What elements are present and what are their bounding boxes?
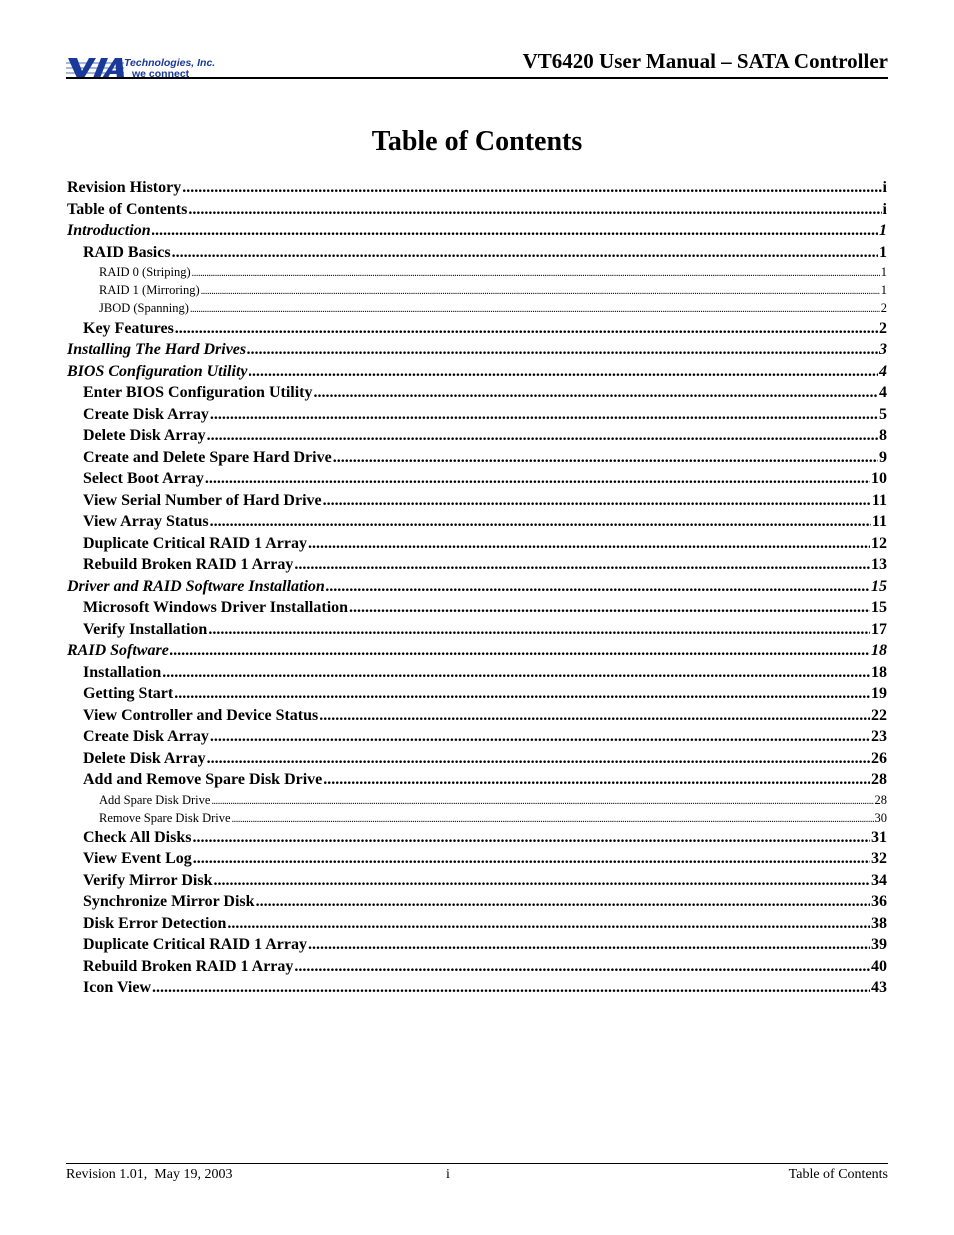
toc-entry-page: 1	[879, 222, 887, 239]
toc-entry-label[interactable]: RAID Basics	[83, 243, 171, 261]
toc-entry-label[interactable]: View Serial Number of Hard Drive	[83, 491, 322, 509]
toc-entry-label[interactable]: Icon View	[83, 979, 151, 997]
toc-leader-dots	[323, 490, 871, 512]
toc-entry-page: 28	[871, 771, 887, 789]
toc-entry-label[interactable]: Create Disk Array	[83, 728, 209, 746]
toc-entry[interactable]	[67, 726, 887, 748]
page-header	[66, 48, 888, 80]
toc-leader-dots	[192, 265, 880, 281]
toc-entry-page: 15	[871, 599, 887, 617]
toc-entry-page: i	[882, 200, 887, 218]
toc-leader-dots	[249, 361, 879, 383]
toc-entry[interactable]	[67, 956, 887, 978]
toc-leader-dots	[152, 977, 870, 999]
toc-entry[interactable]	[67, 913, 887, 935]
toc-leader-dots	[333, 447, 878, 469]
toc-entry[interactable]	[67, 382, 887, 404]
toc-entry-page: 22	[871, 706, 887, 724]
toc-leader-dots	[210, 404, 878, 426]
toc-entry-label[interactable]: Rebuild Broken RAID 1 Array	[83, 556, 294, 574]
toc-entry-label[interactable]: Installing The Hard Drives	[67, 341, 247, 359]
toc-leader-dots	[152, 220, 878, 242]
page-title: Table of Contents	[371, 126, 583, 157]
toc-entry-page: 13	[871, 556, 887, 574]
toc-leader-dots	[308, 533, 870, 555]
toc-entry-page: 15	[871, 577, 887, 595]
toc-entry[interactable]	[67, 361, 887, 383]
toc-entry-label[interactable]: Add and Remove Spare Disk Drive	[83, 771, 323, 789]
toc-entry[interactable]	[67, 827, 887, 849]
toc-entry-label[interactable]: Enter BIOS Configuration Utility	[83, 384, 313, 402]
toc-leader-dots	[190, 301, 880, 317]
toc-entry[interactable]	[67, 576, 887, 598]
toc-entry-label[interactable]: Synchronize Mirror Disk	[83, 893, 255, 911]
toc-entry[interactable]	[67, 934, 887, 956]
toc-leader-dots	[213, 870, 870, 892]
toc-entry[interactable]	[67, 199, 887, 221]
toc-entry-label[interactable]: Duplicate Critical RAID 1 Array	[83, 534, 307, 552]
toc-entry[interactable]	[67, 220, 887, 242]
toc-leader-dots	[205, 468, 870, 490]
toc-entry[interactable]	[67, 404, 887, 426]
toc-entry-label[interactable]: Driver and RAID Software Installation	[67, 577, 325, 595]
toc-entry[interactable]	[67, 318, 887, 340]
toc-entry-label[interactable]: RAID 1 (Mirroring)	[99, 283, 200, 298]
toc-entry-label[interactable]: Introduction	[67, 222, 151, 239]
toc-entry[interactable]	[67, 809, 887, 827]
toc-entry-label[interactable]: Installation	[83, 663, 162, 681]
toc-entry-page: 2	[880, 301, 887, 316]
toc-entry-page: 5	[879, 405, 887, 423]
toc-leader-dots	[314, 382, 879, 404]
toc-entry-page: 1	[879, 243, 887, 261]
toc-entry[interactable]	[67, 468, 887, 490]
page-footer	[66, 1167, 888, 1185]
toc-entry-page: 36	[871, 893, 887, 911]
toc-entry-label[interactable]: Check All Disks	[83, 828, 192, 846]
toc-entry-page: 11	[871, 491, 887, 509]
toc-entry-page: 3	[879, 341, 887, 359]
toc-entry-page: 4	[879, 384, 887, 402]
toc-entry-page: 38	[871, 914, 887, 932]
logo-brand-text: Technologies, Inc.	[124, 57, 216, 69]
toc-entry-page: 18	[871, 663, 887, 681]
toc-entry-label[interactable]: Rebuild Broken RAID 1 Array	[83, 957, 294, 975]
toc-entry-label[interactable]: Revision History	[67, 179, 182, 196]
toc-entry[interactable]	[67, 683, 887, 705]
toc-entry-page: 2	[879, 319, 887, 337]
toc-leader-dots	[319, 705, 870, 727]
header-divider	[66, 77, 888, 79]
toc-leader-dots	[182, 177, 881, 199]
toc-entry[interactable]	[67, 339, 887, 361]
toc-entry-page: 34	[871, 871, 887, 889]
toc-entry-label[interactable]: Verify Mirror Disk	[83, 871, 213, 889]
toc-entry-page: 40	[871, 957, 887, 975]
toc-leader-dots	[207, 748, 870, 770]
toc-entry-label[interactable]: RAID 0 (Striping)	[99, 265, 191, 279]
toc-leader-dots	[349, 597, 870, 619]
toc-entry-page: 1	[880, 283, 887, 298]
toc-entry-page: i	[882, 179, 887, 196]
toc-leader-dots	[308, 934, 870, 956]
toc-entry-label[interactable]: Create Disk Array	[83, 405, 209, 423]
toc-entry[interactable]	[67, 533, 887, 555]
toc-entry[interactable]	[67, 511, 887, 533]
toc-entry-page: 26	[871, 749, 887, 767]
table-of-contents	[67, 177, 887, 999]
logo-tagline: we connect	[132, 68, 190, 80]
toc-leader-dots	[210, 511, 871, 533]
footer-page-number: i	[446, 1167, 450, 1182]
toc-leader-dots	[193, 848, 870, 870]
toc-entry[interactable]	[67, 977, 887, 999]
toc-leader-dots	[172, 242, 878, 264]
toc-entry-label[interactable]: View Controller and Device Status	[83, 706, 319, 724]
toc-entry[interactable]	[67, 425, 887, 447]
toc-leader-dots	[192, 827, 870, 849]
toc-entry-label[interactable]: Key Features	[83, 319, 174, 337]
toc-entry-page: 39	[871, 936, 887, 954]
toc-entry-page: 23	[871, 728, 887, 746]
toc-entry-page: 19	[871, 685, 887, 703]
toc-entry-page: 12	[871, 534, 887, 552]
toc-entry-page: 28	[874, 792, 887, 807]
toc-entry-label[interactable]: Delete Disk Array	[83, 427, 206, 445]
toc-leader-dots	[207, 425, 878, 447]
toc-leader-dots	[175, 318, 878, 340]
toc-entry-label[interactable]: Table of Contents	[67, 200, 188, 218]
toc-entry-page: 17	[871, 620, 887, 638]
toc-entry[interactable]	[67, 447, 887, 469]
toc-entry[interactable]	[67, 299, 887, 317]
toc-entry[interactable]	[67, 640, 887, 662]
toc-entry[interactable]	[67, 705, 887, 727]
document-title: VT6420 User Manual – SATA Controller	[522, 49, 888, 73]
toc-entry-label[interactable]: Add Spare Disk Drive	[99, 792, 211, 807]
toc-leader-dots	[294, 956, 870, 978]
toc-entry-page: 8	[879, 427, 887, 445]
toc-entry-label[interactable]: BIOS Configuration Utility	[67, 362, 248, 380]
toc-entry[interactable]	[67, 619, 887, 641]
toc-entry-label[interactable]: Select Boot Array	[83, 470, 204, 488]
toc-leader-dots	[247, 339, 878, 361]
toc-entry-label[interactable]: Duplicate Critical RAID 1 Array	[83, 936, 307, 954]
footer-section: Table of Contents	[788, 1167, 888, 1182]
toc-entry[interactable]	[67, 597, 887, 619]
toc-leader-dots	[208, 619, 870, 641]
toc-entry-label[interactable]: Microsoft Windows Driver Installation	[83, 599, 349, 617]
toc-entry-label[interactable]: Create and Delete Spare Hard Drive	[83, 448, 332, 466]
toc-entry-page: 10	[871, 470, 887, 488]
toc-entry[interactable]	[67, 769, 887, 791]
toc-entry-page: 1	[880, 265, 887, 279]
toc-entry[interactable]	[67, 791, 887, 809]
toc-entry-label[interactable]: RAID Software	[67, 642, 169, 660]
toc-entry[interactable]	[67, 848, 887, 870]
toc-entry-label[interactable]: JBOD (Spanning)	[99, 301, 189, 316]
toc-entry-page: 4	[879, 362, 887, 380]
toc-entry-label[interactable]: Remove Spare Disk Drive	[99, 810, 231, 825]
toc-entry-page: 43	[871, 979, 887, 997]
toc-entry-label[interactable]: Disk Error Detection	[83, 914, 227, 932]
toc-leader-dots	[232, 811, 874, 827]
toc-entry-label[interactable]: Getting Start	[83, 685, 174, 703]
toc-entry[interactable]	[67, 748, 887, 770]
toc-leader-dots	[210, 726, 870, 748]
toc-leader-dots	[323, 769, 870, 791]
toc-entry-page: 32	[871, 850, 887, 868]
toc-leader-dots	[211, 793, 873, 809]
toc-entry[interactable]	[67, 662, 887, 684]
toc-entry-page: 18	[871, 642, 887, 660]
toc-leader-dots	[170, 640, 870, 662]
toc-leader-dots	[294, 554, 870, 576]
toc-entry[interactable]	[67, 891, 887, 913]
toc-leader-dots	[201, 283, 880, 299]
toc-entry-label[interactable]: Verify Installation	[83, 620, 208, 638]
toc-entry-label[interactable]: View Array Status	[83, 513, 209, 531]
toc-entry-label[interactable]: View Event Log	[83, 850, 192, 868]
toc-leader-dots	[227, 913, 870, 935]
toc-entry[interactable]	[67, 281, 887, 299]
toc-entry-page: 30	[874, 810, 887, 825]
toc-entry[interactable]	[67, 870, 887, 892]
toc-entry[interactable]	[67, 263, 887, 281]
toc-entry-page: 11	[871, 513, 887, 531]
footer-divider	[66, 1163, 888, 1164]
toc-entry[interactable]	[67, 177, 887, 199]
toc-leader-dots	[188, 199, 881, 221]
toc-entry[interactable]	[67, 242, 887, 264]
toc-entry-page: 9	[879, 448, 887, 466]
toc-leader-dots	[256, 891, 870, 913]
toc-entry-label[interactable]: Delete Disk Array	[83, 749, 206, 767]
footer-revision: Revision 1.01, May 19, 2003	[66, 1167, 233, 1182]
toc-entry-page: 31	[871, 828, 887, 846]
toc-leader-dots	[174, 683, 870, 705]
toc-entry[interactable]	[67, 490, 887, 512]
toc-leader-dots	[326, 576, 870, 598]
toc-leader-dots	[162, 662, 870, 684]
toc-entry[interactable]	[67, 554, 887, 576]
